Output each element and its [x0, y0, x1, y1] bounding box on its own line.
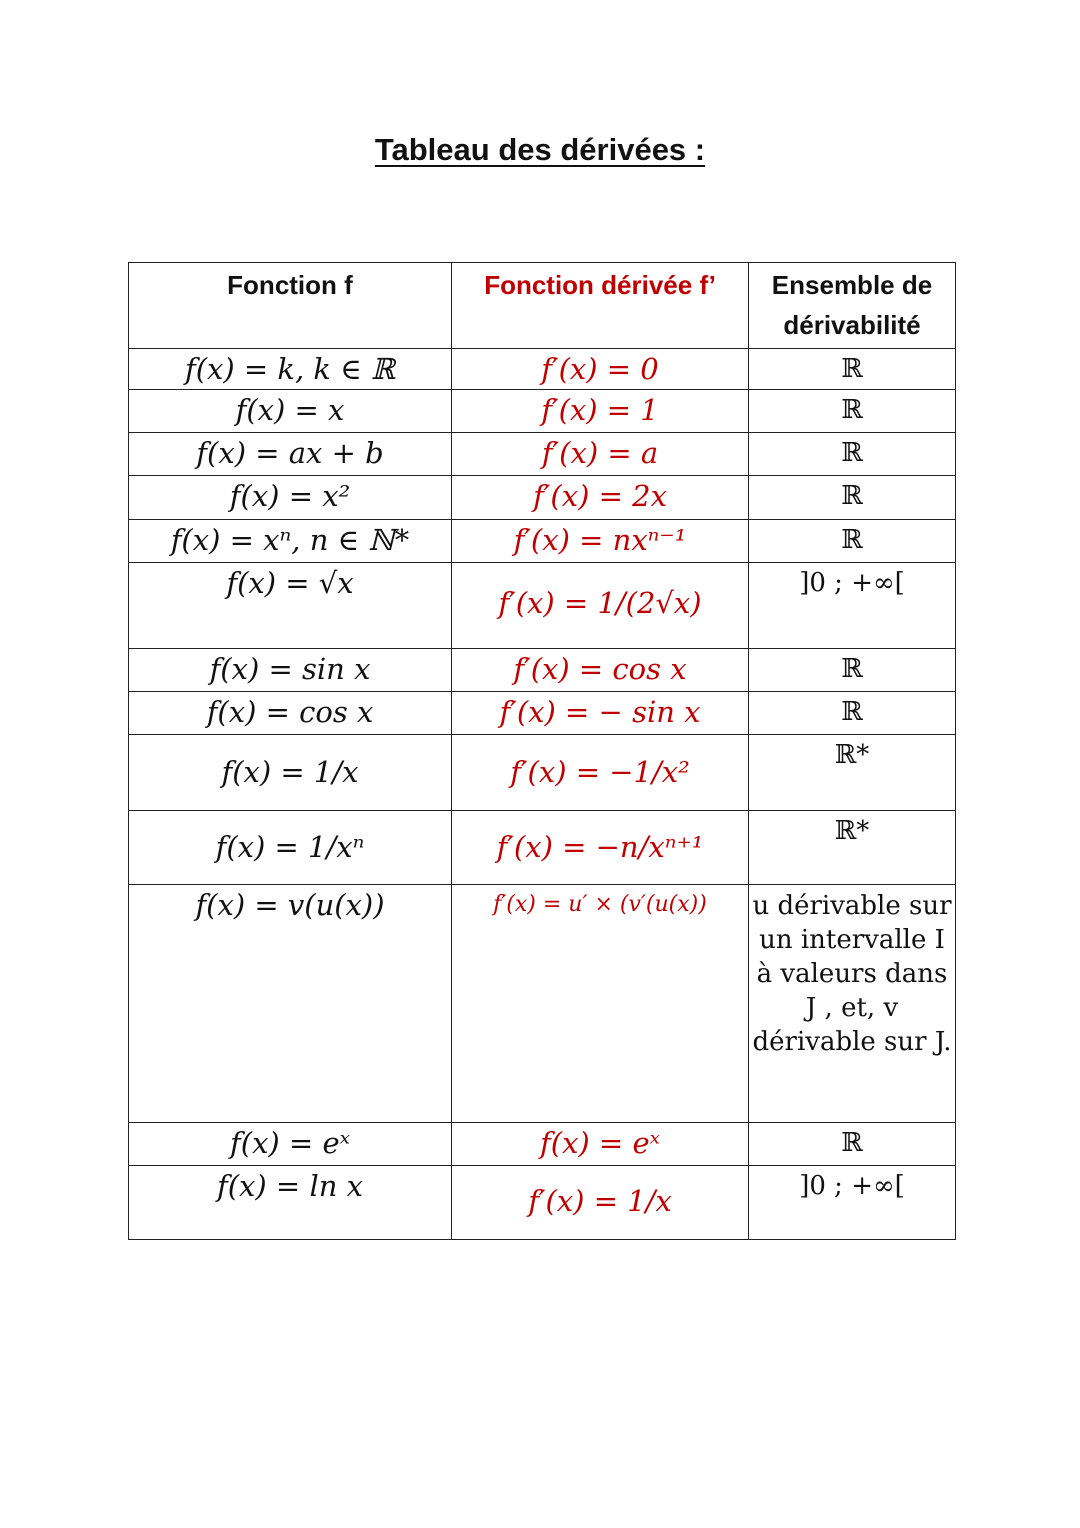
domain-cell: ℝ	[749, 349, 956, 390]
derivative-cell: f′(x) = −n/xⁿ⁺¹	[452, 811, 749, 885]
table-row	[129, 390, 956, 433]
function-cell: f(x) = 1/xⁿ	[129, 811, 452, 885]
domain-cell: ℝ*	[749, 735, 956, 811]
function-cell: f(x) = k, k ∈ ℝ	[129, 349, 452, 390]
domain-cell: u dérivable sur un intervalle I à valeurs dans J , et, v dérivable sur J.	[749, 885, 956, 1123]
domain-cell: ℝ	[749, 520, 956, 563]
derivative-cell: f′(x) = nxⁿ⁻¹	[452, 520, 749, 563]
table-row	[129, 649, 956, 692]
derivative-cell: f′(x) = 2x	[452, 476, 749, 520]
header-function: Fonction f	[129, 263, 452, 349]
domain-cell: ℝ	[749, 433, 956, 476]
table-header-row	[129, 263, 956, 349]
table-row	[129, 692, 956, 735]
header-derivative: Fonction dérivée f’	[452, 263, 749, 349]
derivative-cell: f′(x) = 1/(2√x)	[452, 563, 749, 649]
domain-cell: ℝ	[749, 476, 956, 520]
domain-cell: ]0 ; +∞[	[749, 563, 956, 649]
table-row	[129, 520, 956, 563]
table-row	[129, 1166, 956, 1240]
function-cell: f(x) = sin x	[129, 649, 452, 692]
table-row	[129, 735, 956, 811]
domain-cell: ]0 ; +∞[	[749, 1166, 956, 1240]
domain-cell: ℝ	[749, 1123, 956, 1166]
domain-cell: ℝ	[749, 390, 956, 433]
page-title: Tableau des dérivées :	[374, 132, 706, 167]
header-domain: Ensemble de dérivabilité	[749, 263, 956, 349]
function-cell: f(x) = x	[129, 390, 452, 433]
derivatives-table	[128, 262, 956, 1240]
derivative-cell: f′(x) = 1/x	[452, 1166, 749, 1240]
derivative-cell: f′(x) = a	[452, 433, 749, 476]
table-row	[129, 1123, 956, 1166]
function-cell: f(x) = x²	[129, 476, 452, 520]
function-cell: f(x) = cos x	[129, 692, 452, 735]
derivative-cell: f′(x) = − sin x	[452, 692, 749, 735]
table-row	[129, 476, 956, 520]
function-cell: f(x) = v(u(x))	[129, 885, 452, 1123]
derivative-cell: f′(x) = u′ × (v′(u(x))	[452, 885, 749, 1123]
derivative-cell: f(x) = eˣ	[452, 1123, 749, 1166]
table-row	[129, 433, 956, 476]
table-row	[129, 563, 956, 649]
derivative-cell: f′(x) = −1/x²	[452, 735, 749, 811]
function-cell: f(x) = 1/x	[129, 735, 452, 811]
domain-cell: ℝ	[749, 692, 956, 735]
derivative-cell: f′(x) = 1	[452, 390, 749, 433]
table-row	[129, 885, 956, 1123]
derivative-cell: f′(x) = 0	[452, 349, 749, 390]
domain-cell: ℝ*	[749, 811, 956, 885]
table-row	[129, 349, 956, 390]
domain-cell: ℝ	[749, 649, 956, 692]
function-cell: f(x) = eˣ	[129, 1123, 452, 1166]
function-cell: f(x) = ln x	[129, 1166, 452, 1240]
function-cell: f(x) = √x	[129, 563, 452, 649]
derivative-cell: f′(x) = cos x	[452, 649, 749, 692]
function-cell: f(x) = xⁿ, n ∈ ℕ*	[129, 520, 452, 563]
function-cell: f(x) = ax + b	[129, 433, 452, 476]
table-row	[129, 811, 956, 885]
